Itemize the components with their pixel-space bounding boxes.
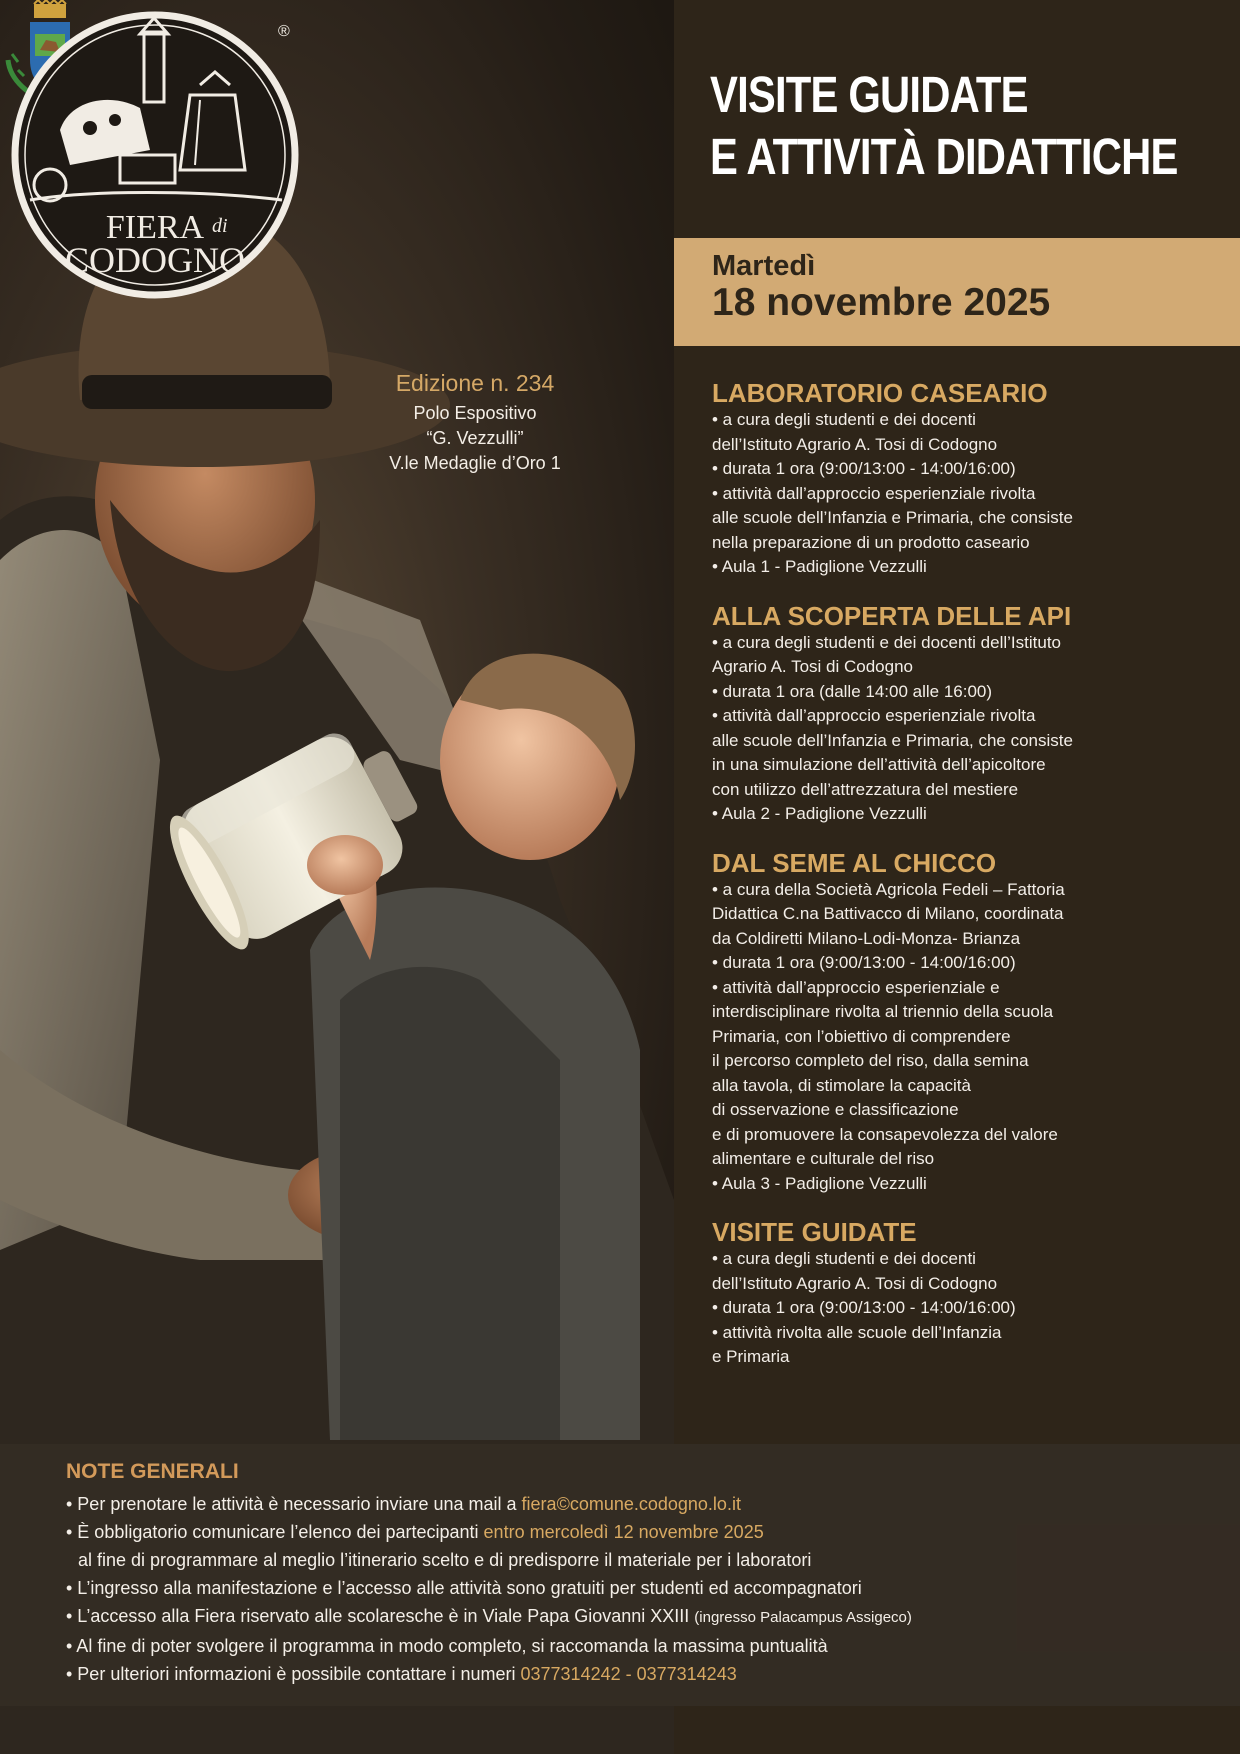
note-booking	[66, 1490, 1240, 1518]
activity-heading: LABORATORIO CASEARIO	[712, 378, 1048, 408]
note-text: • Per ulteriori informazioni è possibile contattare i numeri	[66, 1664, 521, 1684]
note-free-entry: • L’ingresso alla manifestazione e l’accesso alle attività sono gratuiti per studenti ed accompagnatori	[66, 1578, 862, 1598]
activity-line: Didattica C.na Battivacco di Milano, coordinata	[712, 904, 1064, 923]
activity-scoperta-api	[712, 601, 1232, 827]
activity-line: il percorso completo del riso, dalla semina	[712, 1051, 1029, 1070]
activity-line: • Aula 1 - Padiglione Vezzulli	[712, 557, 927, 576]
activity-heading: VISITE GUIDATE	[712, 1217, 917, 1247]
activity-line: con utilizzo dell’attrezzatura del mestiere	[712, 779, 1019, 799]
note-participants	[66, 1518, 1240, 1546]
note-text: • L’accesso alla Fiera riservato alle scolaresche è in Viale Papa Giovanni XXIII	[66, 1606, 695, 1626]
contact-phones-link[interactable]: 0377314242 - 0377314243	[520, 1664, 737, 1684]
activity-line: dell’Istituto Agrario A. Tosi di Codogno	[712, 434, 998, 454]
activity-line: • durata 1 ora (9:00/13:00 - 14:00/16:00)	[712, 1298, 1016, 1317]
activities-list	[712, 378, 1232, 1391]
general-notes	[0, 1444, 1240, 1706]
activity-heading: DAL SEME AL CHICCO	[712, 847, 997, 878]
note-text: • Per prenotare le attività è necessario inviare una mail a	[66, 1494, 522, 1514]
activity-line: interdisciplinare rivolta al triennio della scuola	[712, 1002, 1054, 1021]
activity-line: • a cura della Società Agricola Fedeli – Fattoria	[712, 879, 1065, 899]
activity-line: • a cura degli studenti e dei docenti dell’Istituto	[712, 632, 1061, 652]
activity-line: • Aula 3 - Padiglione Vezzulli	[712, 1173, 927, 1193]
deadline-text: entro mercoledì 12 novembre 2025	[483, 1522, 764, 1542]
note-participants-cont: al fine di programmare al meglio l’itinerario scelto e di predisporre il materiale per i laboratori	[78, 1550, 812, 1570]
note-text: • È obbligatorio comunicare l’elenco dei partecipanti	[66, 1522, 484, 1542]
activity-line: • durata 1 ora (9:00/13:00 - 14:00/16:00)	[712, 459, 1016, 478]
activity-line: in una simulazione dell’attività dell’apicoltore	[712, 755, 1046, 774]
activity-line: • durata 1 ora (9:00/13:00 - 14:00/16:00)	[712, 953, 1016, 972]
note-contacts	[66, 1660, 1240, 1688]
activity-line: • Aula 2 - Padiglione Vezzulli	[712, 804, 927, 823]
activity-line: • a cura degli studenti e dei docenti	[712, 1249, 976, 1268]
event-day: Martedì	[712, 250, 816, 282]
activity-line: e di promuovere la consapevolezza del valore	[712, 1124, 1058, 1144]
activity-line: alimentare e culturale del riso	[712, 1149, 935, 1168]
edition-number: Edizione n. 234	[395, 370, 555, 396]
activity-line: • a cura degli studenti e dei docenti	[712, 410, 976, 429]
activity-line: Primaria, con l’obiettivo di comprendere	[712, 1026, 1011, 1046]
activity-line: di osservazione e classificazione	[712, 1100, 959, 1119]
activity-line: • attività dall’approccio esperienziale rivolta	[712, 706, 1036, 725]
title-line: VISITE GUIDATE	[710, 66, 1028, 123]
venue-line: “G. Vezzulli”	[426, 428, 524, 448]
contact-email-link[interactable]: fiera©comune.codogno.lo.it	[521, 1494, 741, 1514]
venue-line: Polo Espositivo	[413, 403, 537, 423]
activity-heading: ALLA SCOPERTA DELLE API	[712, 600, 1072, 631]
page-title	[710, 64, 1178, 188]
date-banner	[674, 238, 1240, 346]
notes-heading: NOTE GENERALI	[66, 1460, 239, 1483]
logo-fiera: FIERA	[105, 209, 205, 246]
event-date: 18 novembre 2025	[712, 281, 1051, 324]
title-line: E ATTIVITÀ DIDATTICHE	[710, 128, 1178, 185]
activity-line: alle scuole dell’Infanzia e Primaria, che consiste	[712, 508, 1073, 527]
venue-address: V.le Medaglie d’Oro 1	[389, 453, 561, 473]
entrance-detail: (ingresso Palacampus Assigeco)	[694, 1609, 912, 1626]
activity-visite-guidate	[712, 1217, 1232, 1370]
activity-line: e Primaria	[712, 1347, 790, 1366]
activity-line: nella preparazione di un prodotto caseario	[712, 532, 1030, 552]
edition-info	[330, 370, 620, 476]
activity-line: da Coldiretti Milano-Lodi-Monza- Brianza	[712, 928, 1021, 948]
activity-line: alle scuole dell’Infanzia e Primaria, che consiste	[712, 730, 1073, 750]
registered-mark: ®	[278, 23, 290, 40]
activity-line: • durata 1 ora (dalle 14:00 alle 16:00)	[712, 681, 993, 701]
activity-line: dell’Istituto Agrario A. Tosi di Codogno	[712, 1273, 998, 1293]
activity-seme-chicco	[712, 848, 1232, 1197]
activity-laboratorio-caseario	[712, 378, 1232, 580]
logo-di: di	[212, 215, 228, 237]
note-school-entrance	[66, 1602, 1240, 1632]
activity-line: • attività dall’approccio esperienziale e	[712, 977, 1000, 997]
activity-line: Agrario A. Tosi di Codogno	[712, 657, 913, 676]
logo-codogno: CODOGNO	[65, 240, 245, 280]
activity-line: • attività rivolta alle scuole dell’Infanzia	[712, 1322, 1002, 1342]
activity-line: • attività dall’approccio esperienziale rivolta	[712, 483, 1036, 503]
note-punctuality: • Al fine di poter svolgere il programma in modo completo, si raccomanda la massima puntualità	[66, 1636, 828, 1656]
activity-line: alla tavola, di stimolare la capacità	[712, 1075, 971, 1095]
fiera-codogno-logo	[0, 0, 310, 310]
